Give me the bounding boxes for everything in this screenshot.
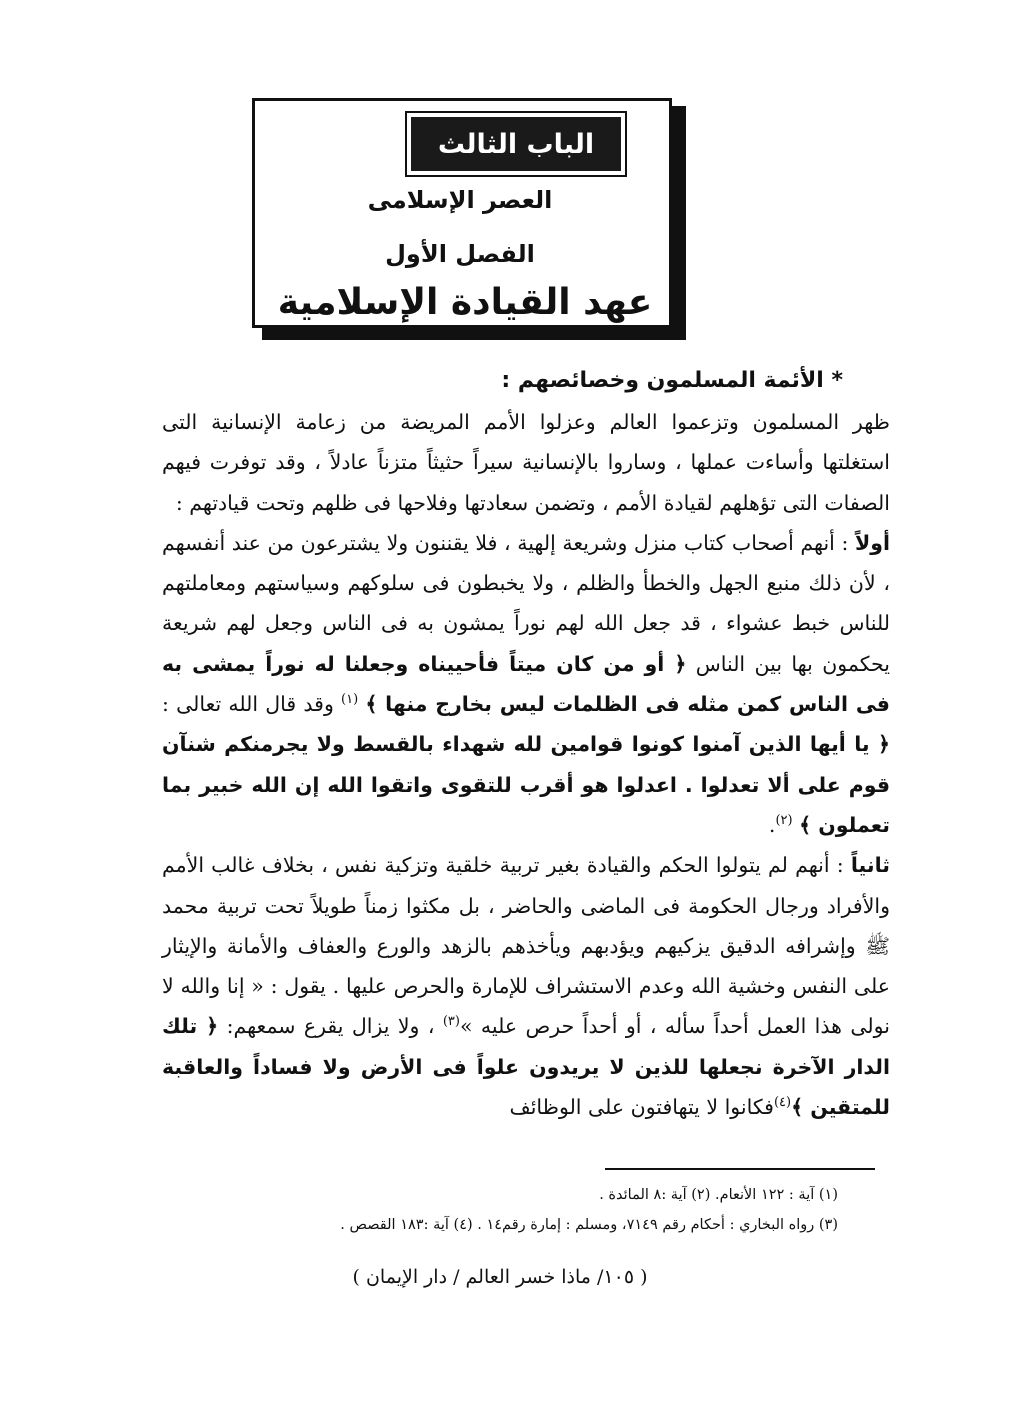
chapter-title: عهد القيادة الإسلامية bbox=[277, 282, 653, 323]
footnote-ref-2: (٢) bbox=[775, 813, 793, 829]
footnote-ref-3: (٣) bbox=[442, 1014, 460, 1030]
second-trait-text-2: ، ولا يزال يقرع سمعهم: bbox=[226, 1014, 435, 1039]
first-trait-text: : أنهم أصحاب كتاب منزل وشريعة إلهية ، فلا يقننون ولا يشترعون من عند أنفسهم ، لأن ذلك منبع الجهل والخطأ والظلم ، ولا يخبطون فى سلوكهم وسياستهم ومعاملتهم للناس خبط عشواء ، قد جعل الله لهم نوراً يمشون به فى الناس وجعل لهم شريعة يحكمون بها بين الناس bbox=[162, 530, 890, 676]
footnote-line-2: (٣) رواه البخاري : أحكام رقم ٧١٤٩، ومسلم : إمارة رقم١٤ . (٤) آية :١٨٣ القصص . bbox=[340, 1217, 838, 1233]
quran-quote-1: ﴿ أو من كان ميتاً فأحييناه وجعلنا له نوراً يمشى به فى الناس كمن مثله فى الظلمات ليس بخارج منها ﴾ bbox=[162, 651, 890, 717]
footnote-ref-4: (٤) bbox=[773, 1095, 792, 1111]
second-trait-text-3: فكانوا لا يتهافتون على الوظائف bbox=[509, 1095, 774, 1120]
second-trait-text: : أنهم لم يتولوا الحكم والقيادة بغير تربية خلقية وتزكية نفس ، بخلاف غالب الأمم والأفراد ورجال الحكومة فى الماضى والحاضر ، بل مكثوا زمناً طويلاً تحت تربية محمد ﷺ وإشرافه الدقيق يزكيهم ويؤدبهم ويأخذهم بالزهد والورع والعفاف والأمانة والإيثار على النفس وخشية الله وعدم الاستشراف للإمارة والحرص عليها . يقول : « إنا والله لا نولى هذا العمل أحداً سأله ، أو أحداً حرص عليه » bbox=[162, 853, 890, 1039]
part-label-frame bbox=[405, 111, 627, 177]
part-label: الباب الثالث bbox=[411, 117, 621, 171]
first-trait-text-2: وقد قال الله تعالى : bbox=[162, 692, 334, 717]
second-trait-lead: ثانياً bbox=[850, 853, 890, 878]
first-trait-lead: أولاً bbox=[854, 530, 890, 555]
page-footer: ( ١٠٥/ ماذا خسر العالم / دار الإيمان ) bbox=[352, 1266, 648, 1288]
quran-quote-2: ﴿ يا أيها الذين آمنوا كونوا قوامين لله شهداء بالقسط ولا يجرمنكم شنآن قوم على ألا تعدلوا . اعدلوا هو أقرب للتقوى واتقوا الله إن الله خبير بما تعملون ﴾ bbox=[162, 732, 890, 837]
quran-quote-3: ﴿ تلك الدار الآخرة نجعلها للذين لا يريدون علواً فى الأرض ولا فساداً والعاقبة للمتقين ﴾ bbox=[162, 1014, 890, 1120]
footnote-ref-1: (١) bbox=[341, 692, 359, 708]
footnote-divider bbox=[605, 1168, 875, 1170]
paragraph-second-trait bbox=[162, 845, 890, 1127]
section-heading: * الأئمة المسلمون وخصائصهم : bbox=[501, 368, 843, 393]
era-title: العصر الإسلامى bbox=[367, 186, 553, 214]
footnote-line-1: (١) آية : ١٢٢ الأنعام. (٢) آية :٨ المائدة . bbox=[599, 1187, 838, 1203]
footnotes bbox=[198, 1180, 838, 1240]
paragraph-intro: ظهر المسلمون وتزعموا العالم وعزلوا الأمم المريضة من زعامة الإنسانية التى استغلتها وأساءت عملها ، وساروا بالإنسانية سيراً حثيثاً متزناً عادلاً ، وقد توفرت فيهم الصفات التى تؤهلهم لقيادة الأمم ، وتضمن سعادتها وفلاحها فى ظلهم وتحت قيادتهم : bbox=[162, 410, 890, 515]
first-trait-end: . bbox=[768, 812, 776, 837]
body-text bbox=[162, 402, 890, 1127]
chapter-number: الفصل الأول bbox=[385, 240, 535, 268]
paragraph-first-trait bbox=[162, 523, 890, 845]
